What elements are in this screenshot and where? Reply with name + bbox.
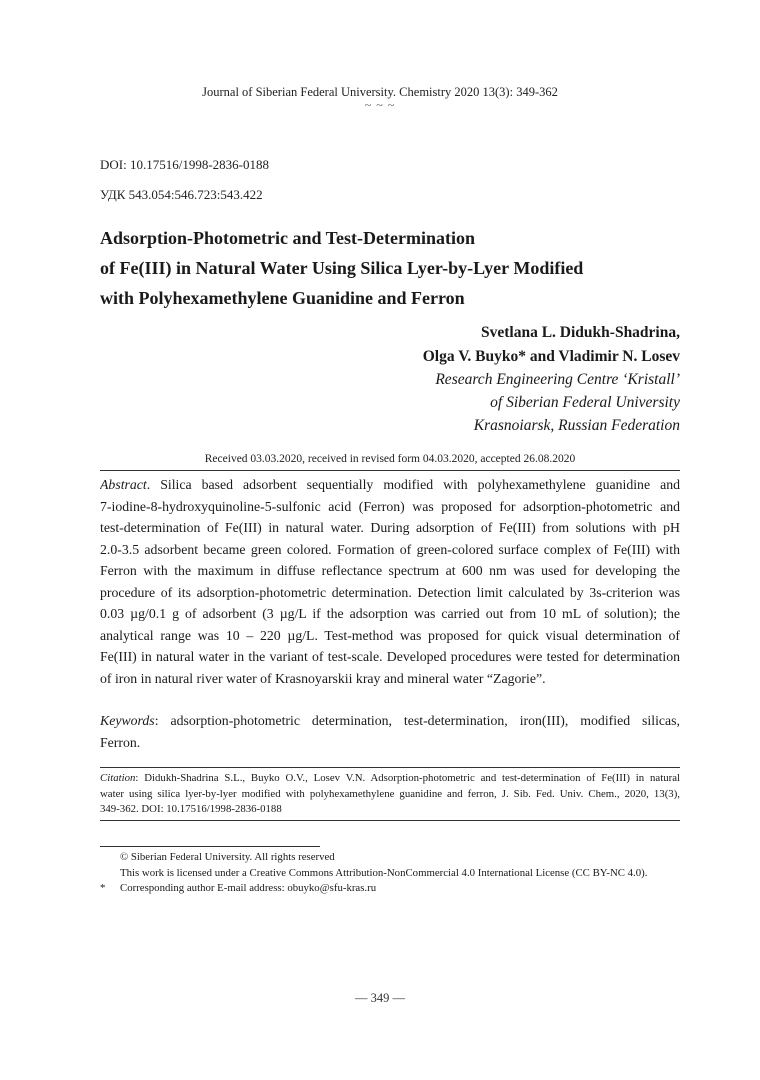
- author-line: Svetlana L. Didukh-Shadrina,: [481, 324, 680, 341]
- license-note: This work is licensed under a Creative Commons Attribution-NonCommercial 4.0 International License (CC BY-NC 4.0).: [120, 866, 648, 879]
- received-dates: Received 03.03.2020, received in revised form 04.03.2020, accepted 26.08.2020: [204, 453, 576, 465]
- footnote-rule: [100, 846, 320, 847]
- abstract-text: . Silica based adsorbent sequentially modified with polyhexamethylene guanidine and: [146, 477, 680, 492]
- footnote-star: *: [100, 882, 106, 894]
- citation: [100, 771, 680, 818]
- citation-label: Citation: [100, 772, 136, 784]
- abstract-line: procedure of its adsorption-photometric determination. Detection limit calculated by 3s-criterion was: [100, 584, 680, 600]
- abstract-label: Abstract: [100, 477, 147, 492]
- keywords: [100, 710, 680, 753]
- citation-line: water using silica lyer-by-lyer modified with polyhexamethylene guanidine and ferron, J. Sib. Fed. Univ. Chem., 2020, 13(3),: [100, 787, 680, 800]
- affiliation-line: Krasnoiarsk, Russian Federation: [473, 417, 680, 434]
- citation-line: [100, 771, 680, 787]
- authors: [423, 321, 680, 369]
- journal-header: Journal of Siberian Federal University. Chemistry 2020 13(3): 349-362: [202, 85, 558, 99]
- abstract-line: 2.0-3.5 adsorbent became green colored. Formation of green-colored surface complex of Fe(III) with: [100, 541, 680, 557]
- abstract-line: Fe(III) in natural water in the variant of test-scale. Developed procedures were tested for determination: [100, 649, 680, 664]
- divider: [100, 820, 680, 821]
- keywords-label: Keywords: [100, 713, 155, 728]
- abstract: [100, 474, 680, 689]
- abstract-line: 0.03 µg/0.1 g of adsorbent (3 µg/L if the adsorption was carried out from 10 mL of solution); the: [100, 606, 680, 621]
- affiliation-line: of Siberian Federal University: [490, 394, 680, 411]
- title-line: of Fe(III) in Natural Water Using Silica Lyer-by-Lyer Modified: [100, 258, 584, 278]
- abstract-line: test-determination of Fe(III) in natural water. During adsorption of Fe(III) from solutions with pH: [100, 520, 680, 535]
- keywords-text: : adsorption-photometric determination, test-determination, iron(III), modified silicas,: [154, 713, 680, 728]
- abstract-line: of iron in natural river water of Krasnoyarskii kray and mineral water “Zagorie”.: [100, 670, 546, 686]
- keywords-line: Ferron.: [100, 734, 141, 750]
- doi-line: DOI: 10.17516/1998-2836-0188: [100, 157, 269, 172]
- citation-line: 349-362. DOI: 10.17516/1998-2836-0188: [100, 803, 282, 815]
- footnotes: [100, 850, 680, 897]
- page-number: — 349 —: [355, 991, 405, 1005]
- paper-title: [100, 223, 660, 313]
- affiliation: [435, 368, 680, 437]
- udk-line: УДК 543.054:546.723:543.422: [100, 187, 263, 202]
- abstract-line: Ferron with the maximum in diffuse reflectance spectrum at 600 nm was used for developing the: [100, 563, 680, 578]
- title-line: with Polyhexamethylene Guanidine and Ferron: [100, 288, 465, 308]
- abstract-line: analytical range was 10 – 220 µg/L. Test-method was proposed for quick visual determination of: [100, 627, 680, 643]
- citation-text: : Didukh-Shadrina S.L., Buyko O.V., Losev V.N. Adsorption-photometric and test-determination of Fe(III) in natural: [135, 772, 680, 784]
- affiliation-line: Research Engineering Centre ‘Kristall’: [435, 371, 680, 388]
- abstract-line: [100, 474, 680, 496]
- header-ornament: ~ ~ ~: [364, 98, 396, 112]
- title-line: Adsorption-Photometric and Test-Determination: [100, 228, 475, 248]
- keywords-line: [100, 710, 680, 732]
- author-line: Olga V. Buyko* and Vladimir N. Losev: [422, 348, 680, 365]
- divider: [100, 470, 680, 471]
- corresponding-author: Corresponding author E-mail address: obuyko@sfu-kras.ru: [120, 882, 377, 894]
- copyright-note: © Siberian Federal University. All rights reserved: [120, 851, 335, 863]
- abstract-line: 7-iodine-8-hydroxyquinoline-5-sulfonic acid (Ferron) was proposed for adsorption-photometric and: [100, 498, 680, 514]
- corresponding-note: [100, 881, 680, 897]
- divider: [100, 767, 680, 768]
